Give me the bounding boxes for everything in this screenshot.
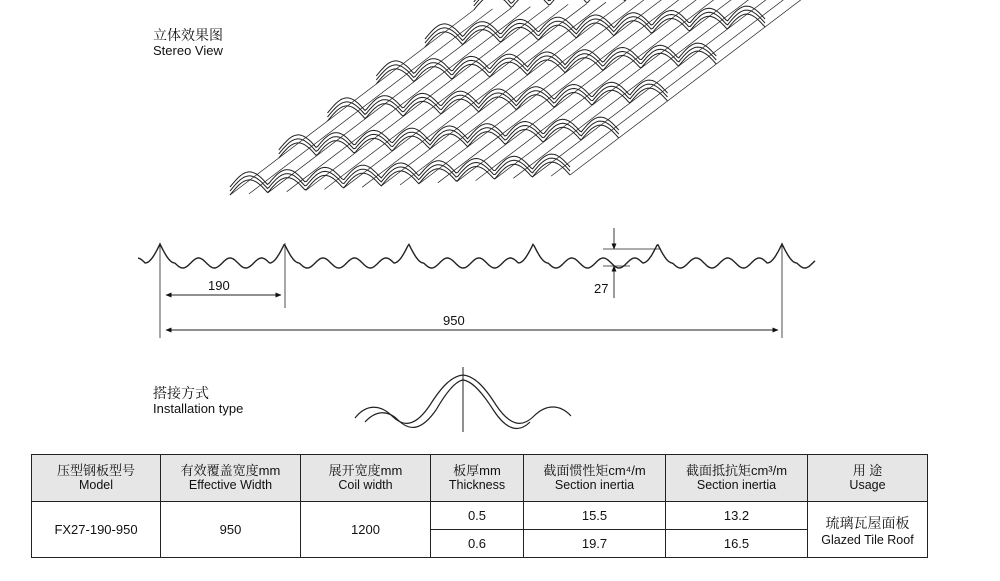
header-usage: 用 途 Usage (808, 455, 928, 502)
pitch-dimension-label: 190 (208, 278, 230, 293)
stereo-view-label-en: Stereo View (153, 43, 223, 59)
cell-effective-width: 950 (161, 502, 301, 558)
header-coil-width: 展开宽度mm Coil width (301, 455, 431, 502)
cell-thickness: 0.5 (431, 502, 524, 530)
header-thickness: 板厚mm Thickness (431, 455, 524, 502)
cell-section-inertia: 15.5 (524, 502, 666, 530)
cell-section-modulus: 16.5 (666, 530, 808, 558)
installation-type-label-en: Installation type (153, 401, 244, 417)
header-section-inertia: 截面惯性矩cm⁴/m Section inertia (524, 455, 666, 502)
spec-table (31, 454, 928, 558)
cell-section-modulus: 13.2 (666, 502, 808, 530)
installation-type-label-zh: 搭接方式 (153, 386, 209, 402)
cell-thickness: 0.6 (431, 530, 524, 558)
effective-width-dimension-label: 950 (443, 313, 465, 328)
installation-overlap-drawing (355, 367, 571, 432)
height-dimension-label: 27 (594, 281, 609, 296)
header-model: 压型钢板型号 Model (32, 455, 161, 502)
cell-coil-width: 1200 (301, 502, 431, 558)
cross-section-profile (138, 228, 815, 338)
cell-model: FX27-190-950 (32, 502, 161, 558)
table-row (32, 502, 928, 530)
stereo-view-label-zh: 立体效果图 (153, 28, 223, 44)
stereo-view-drawing (230, 0, 814, 195)
cell-usage: 琉璃瓦屋面板 Glazed Tile Roof (808, 502, 928, 558)
spec-table-header-row (32, 455, 928, 502)
cell-section-inertia: 19.7 (524, 530, 666, 558)
header-effective-width: 有效覆盖宽度mm Effective Width (161, 455, 301, 502)
header-section-modulus: 截面抵抗矩cm³/m Section inertia (666, 455, 808, 502)
